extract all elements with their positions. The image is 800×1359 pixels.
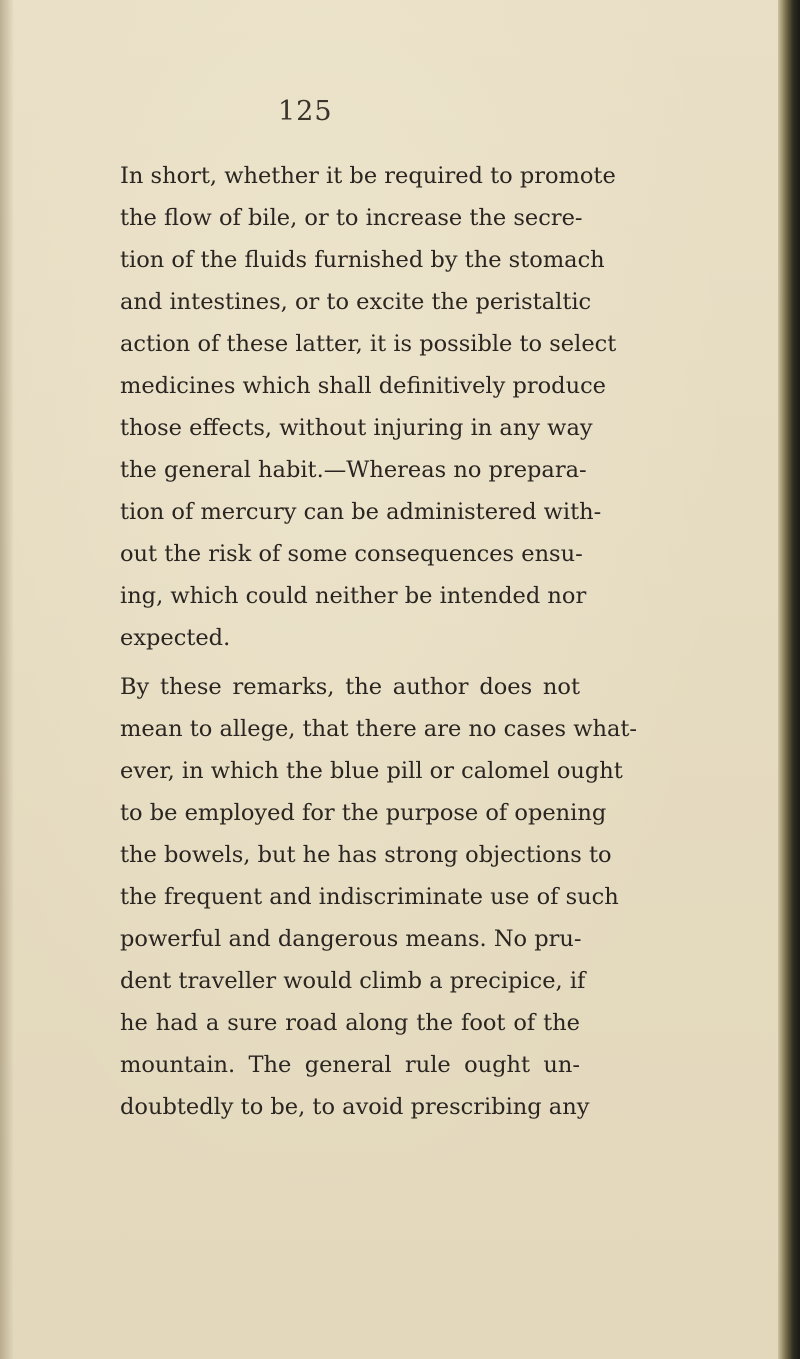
text-line: In short, whether it be required to promote xyxy=(120,163,616,189)
text-line: mountain. The general rule ought un- xyxy=(120,1052,580,1078)
text-line: those effects, without injuring in any way xyxy=(120,415,593,441)
text-line: tion of the fluids furnished by the stomach xyxy=(120,247,605,273)
book-spine-edge xyxy=(778,0,800,1359)
page-gutter-shadow xyxy=(0,0,14,1359)
page-number: 125 xyxy=(278,96,333,127)
text-line: ever, in which the blue pill or calomel ought xyxy=(120,758,623,784)
paragraph-2 xyxy=(120,666,638,1128)
text-line: the bowels, but he has strong objections to xyxy=(120,842,612,868)
paragraph-1 xyxy=(120,155,617,659)
text-line: By these remarks, the author does not xyxy=(120,674,580,700)
text-line: powerful and dangerous means. No pru- xyxy=(120,926,582,952)
text-line: he had a sure road along the foot of the xyxy=(120,1010,580,1036)
text-line: mean to allege, that there are no cases what- xyxy=(120,716,638,742)
text-line: and intestines, or to excite the peristaltic xyxy=(120,289,592,315)
text-line: ing, which could neither be intended nor xyxy=(120,583,587,609)
text-line: the general habit.—Whereas no prepara- xyxy=(120,457,587,483)
text-line: dent traveller would climb a precipice, if xyxy=(120,968,586,994)
text-line: medicines which shall definitively produce xyxy=(120,373,606,399)
text-line: the frequent and indiscriminate use of such xyxy=(120,884,619,910)
text-line: tion of mercury can be administered with- xyxy=(120,499,602,525)
text-line: doubtedly to be, to avoid prescribing any xyxy=(120,1094,590,1120)
text-line: expected. xyxy=(120,625,231,651)
text-line: out the risk of some consequences ensu- xyxy=(120,541,583,567)
text-line: the flow of bile, or to increase the secre- xyxy=(120,205,583,231)
text-line: action of these latter, it is possible to select xyxy=(120,331,617,357)
text-line: to be employed for the purpose of opening xyxy=(120,800,607,826)
